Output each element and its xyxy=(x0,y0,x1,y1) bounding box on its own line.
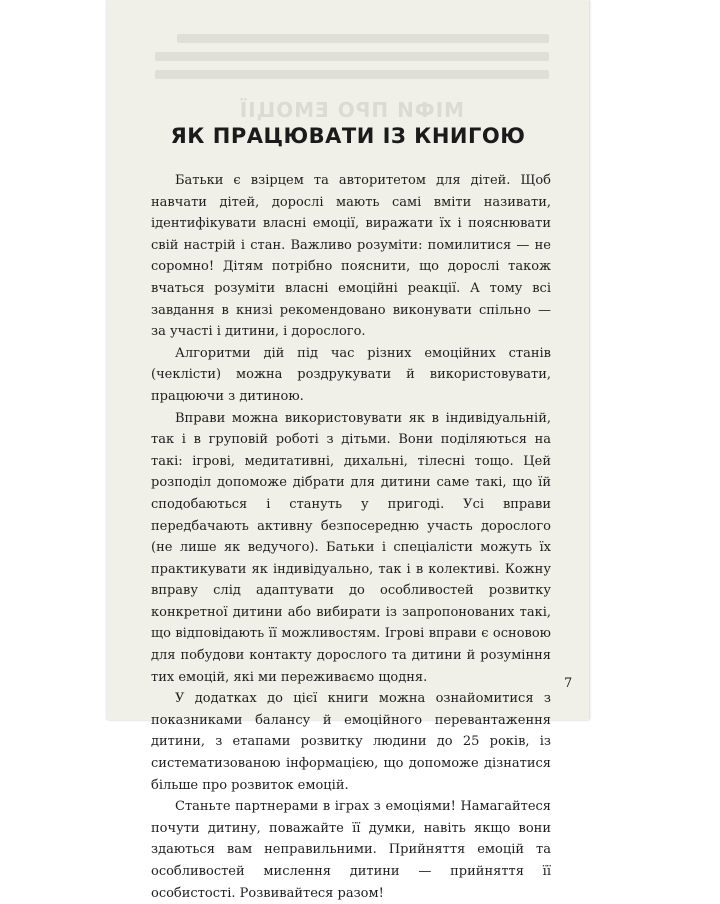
paragraph: У додатках до цієї книги можна ознайомитися з показниками балансу й емоційного перевантаження дитини, з етапами розвитку людини до 25 років, із систематизованою інформацією, що допоможе дізнатися більше про розвиток емоцій. xyxy=(151,691,551,793)
page-number: 7 xyxy=(564,676,573,691)
body-text xyxy=(151,170,551,904)
paragraph: Станьте партнерами в іграх з емоціями! Намагайтеся почути дитину, поважайте її думки, навіть якщо вони здаються вам неправильними. Прийняття емоцій та особливостей мислення дитини — прийняття її особистості. Розвивайтеся разом! xyxy=(151,799,551,901)
page-title: ЯК ПРАЦЮВАТИ ІЗ КНИГОЮ xyxy=(170,124,526,148)
paragraph: Алгоритми дій під час різних емоційних станів (чеклісти) можна роздрукувати й використовувати, працюючи з дитиною. xyxy=(151,345,551,404)
book-page: МІФИ ПРО ЕМОЦІЇ ЯК ПРАЦЮВАТИ ІЗ КНИГОЮ Батьки є взірцем та авторитетом для дітей. Щоб навчати дітей, дорослі мають самі вміти називати, ідентифікувати власні емоції, виражати їх і пояснювати свій настрій і стан. Важливо розуміти: помилитися — не соромно! Дітям потрібно пояснити, що дорослі також вчаться розуміти власні емоційні реакції. А тому всі завдання в книзі рекомендовано виконувати спільно — за участі і дитини, і дорослого. Алгоритми дій під час різних емоційних станів (чеклісти) можна роздрукувати й використовувати, працюючи з дитиною. Вправи можна використовувати як в індивідуальній, так і в груповій роботі з дітьми. Вони поділяються на такі: ігрові, медитативні, дихальні, тілесні тощо. Цей розподіл допоможе дібрати для дитини саме такі, що їй сподобаються і стануть у пригоді. Усі вправи передбачають активну безпосередню участь дорослого (не лише як ведучого). Батьки і спеціалісти можуть їх практикувати як індивідуально, так і в колективі. Кожну вправу слід адаптувати до особливостей розвитку конкретної дитини або вибирати із запропонованих такі, що відповідають її можливостям. Ігрові вправи є основою для побудови контакту дорослого та дитини й розуміння тих емоцій, які ми переживаємо щодня. У додатках до цієї книги можна ознайомитися з показниками балансу й емоційного перевантаження дитини, з етапами розвитку людини до 25 років, із систематизованою інформацією, що допоможе дізнатися більше про розвиток емоцій. Станьте партнерами в іграх з емоціями! Намагайтеся почути дитину, поважайте її думки, навіть якщо вони здаються вам неправильними. Прийняття емоцій та особливостей мислення дитини — прийняття її особистості. Розвивайтеся разом! 7 xyxy=(107,0,589,720)
paragraph: Батьки є взірцем та авторитетом для дітей. Щоб навчати дітей, дорослі мають самі вміти називати, ідентифікувати власні емоції, виражати їх і пояснювати свій настрій і стан. Важливо розуміти: помилитися — не соромно! Дітям потрібно пояснити, що дорослі також вчаться розуміти власні емоційні реакції. А тому всі завдання в книзі рекомендовано виконувати спільно — за участі і дитини, і дорослого. xyxy=(151,173,551,340)
paragraph: Вправи можна використовувати як в індивідуальній, так і в груповій роботі з дітьми. Вони поділяються на такі: ігрові, медитативні, дихальні, тілесні тощо. Цей розподіл допоможе дібрати для дитини саме такі, що їй сподобаються і стануть у пригоді. Усі вправи передбачають активну безпосередню участь дорослого (не лише як ведучого). Батьки і спеціалісти можуть їх практикувати як індивідуально, так і в колективі. Кожну вправу слід адаптувати до особливостей розвитку конкретної дитини або вибирати із запропонованих такі, що відповідають її можливостям. Ігрові вправи є основою для побудови контакту дорослого та дитини й розуміння тих емоцій, які ми переживаємо щодня. xyxy=(151,410,551,685)
